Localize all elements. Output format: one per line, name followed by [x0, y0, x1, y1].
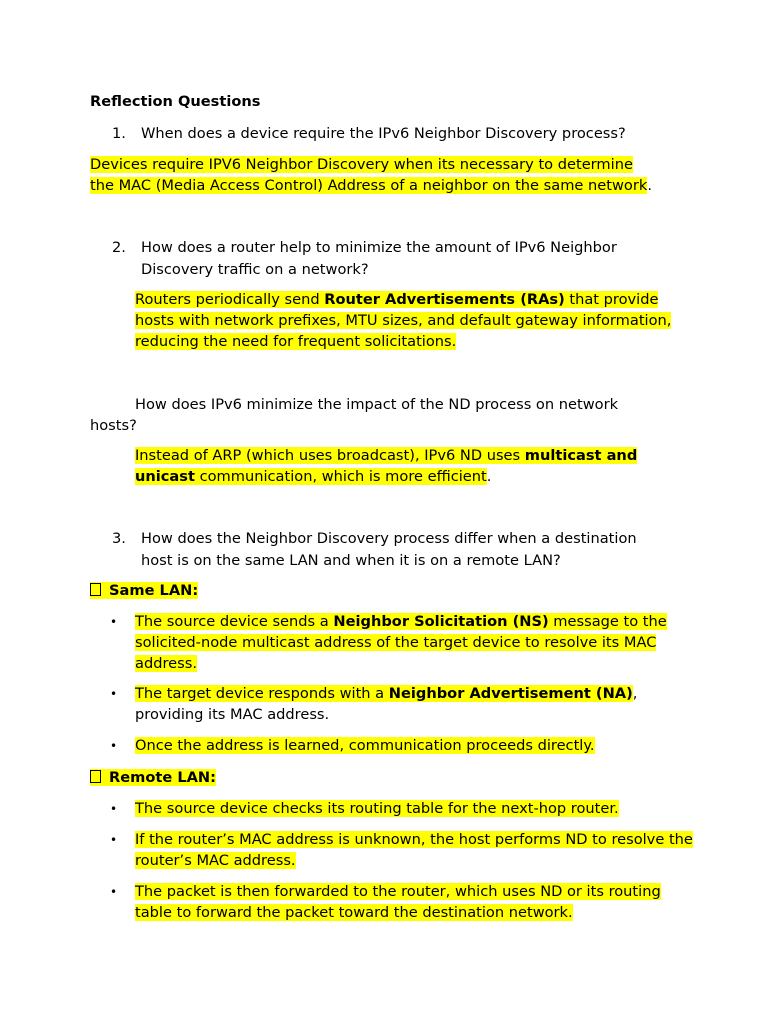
sub-answer: Instead of ARP (which uses broadcast), IPv6 ND uses multicast and unicast communication, which is more efficient.	[135, 447, 638, 485]
remote-lan-item: The packet is then forwarded to the router, which uses ND or its routing table to forward the packet toward the destination network.	[135, 883, 661, 921]
remote-lan-heading: Remote LAN:	[90, 767, 216, 788]
question-3-text: How does the Neighbor Discovery process differ when a destination host is on the same LAN and when it is on a remote LAN?	[141, 530, 637, 569]
bullet-icon: •	[110, 885, 118, 899]
same-lan-item: The source device sends a Neighbor Solicitation (NS) message to the solicited-node multicast address of the target device to resolve its MAC address.	[135, 613, 667, 672]
bullet-icon: •	[110, 833, 118, 847]
bullet-icon: •	[110, 687, 118, 701]
bullet-icon: •	[110, 615, 118, 629]
question-3-number: 3.	[112, 530, 126, 547]
box-glyph-icon	[90, 770, 101, 783]
sub-question-text-line-1: How does IPv6 minimize the impact of the ND process on network	[135, 396, 619, 413]
same-lan-item: Once the address is learned, communication proceeds directly.	[135, 737, 595, 754]
same-lan-item: The target device responds with a Neighbor Advertisement (NA), providing its MAC address.	[135, 685, 638, 723]
remote-lan-item: The source device checks its routing table for the next-hop router.	[135, 800, 619, 817]
question-2-text: How does a router help to minimize the amount of IPv6 Neighbor Discovery traffic on a network?	[141, 239, 617, 278]
answer-2-bold-term: Router Advertisements (RAs)	[324, 291, 565, 308]
question-2-number: 2.	[112, 239, 126, 256]
same-lan-heading: Same LAN:	[90, 580, 198, 601]
answer-1-line-1: Devices require IPV6 Neighbor Discovery when its necessary to determine	[90, 156, 633, 173]
question-1-number: 1.	[112, 125, 126, 142]
question-1-text: When does a device require the IPv6 Neighbor Discovery process?	[141, 125, 626, 142]
sub-question-text-line-2: hosts?	[90, 417, 137, 434]
bullet-icon: •	[110, 802, 118, 816]
box-glyph-icon	[90, 583, 101, 596]
remote-lan-item: If the router’s MAC address is unknown, the host performs ND to resolve the router’s MAC address.	[135, 831, 693, 869]
answer-1-line-2: the MAC (Media Access Control) Address of a neighbor on the same network	[90, 177, 648, 194]
answer-1: Devices require IPV6 Neighbor Discovery when its necessary to determine the MAC (Media Access Control) Address of a neighbor on the same network.	[90, 156, 652, 194]
bullet-icon: •	[110, 739, 118, 753]
answer-2: Routers periodically send Router Advertisements (RAs) that provide hosts with network prefixes, MTU sizes, and default gateway information, reducing the need for frequent solicitations.	[135, 291, 672, 350]
page-title: Reflection Questions	[90, 93, 261, 110]
